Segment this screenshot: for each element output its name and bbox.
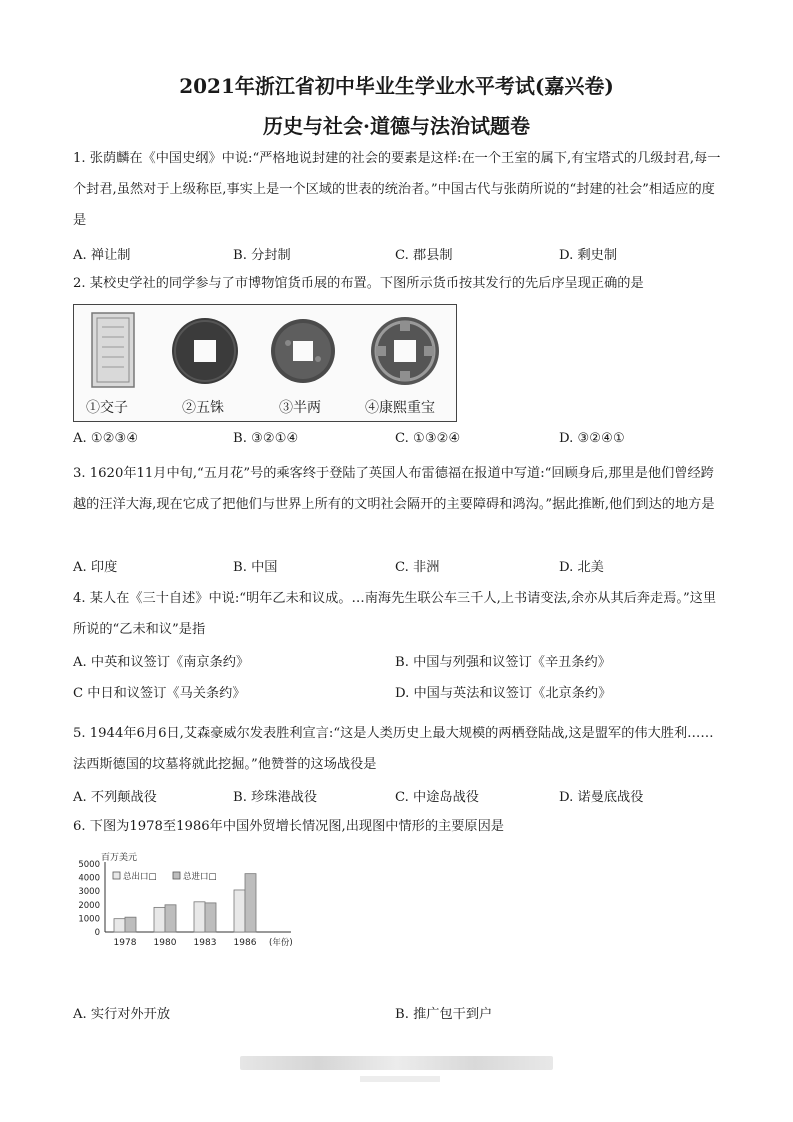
y-tick-label: 4000 [78, 873, 100, 884]
legend-label-1: 总进口□ [183, 872, 217, 882]
question-2: 2. 某校史学社的同学参与了市博物馆货币展的布置。下图所示货币按其发行的先后序呈现正确的是 [73, 276, 644, 291]
option-d[interactable]: D. 剩史制 [559, 248, 618, 263]
exam-subtitle: 历史与社会·道德与法治试题卷 [263, 114, 530, 138]
bar-1980-1 [165, 905, 176, 932]
option-b[interactable]: B. ③②①④ [233, 431, 299, 446]
question-4: 4. 某人在《三十自述》中说:“明年乙未和议成。…南海先生联公车三千人,上书请变法,余亦从其后奔走焉。”这里所说的“乙未和议”是指 [73, 591, 717, 637]
question-3-options [73, 556, 725, 578]
y-tick-label: 0 [94, 928, 100, 938]
x-tick-label: 1980 [153, 938, 177, 948]
bar-1978-0 [114, 919, 125, 932]
blurred-footer [240, 1056, 553, 1070]
legend-swatch-0 [113, 872, 120, 879]
bar-1978-1 [125, 917, 136, 932]
option-a[interactable]: A. 禅让制 [73, 248, 131, 263]
kangxi-coin-image [371, 317, 439, 385]
x-tick-label: 1978 [113, 938, 137, 948]
wuzhu-coin-image [172, 318, 238, 384]
option-c[interactable]: C. ①③②④ [395, 431, 461, 446]
option-c[interactable]: C. 中途岛战役 [395, 790, 479, 805]
option-a[interactable]: A. 实行对外开放 [73, 1007, 171, 1022]
option-a[interactable]: A. 印度 [73, 560, 118, 575]
y-tick-label: 2000 [78, 900, 100, 911]
exam-title: 2021年浙江省初中毕业生学业水平考试(嘉兴卷) [179, 74, 614, 98]
question-1-options [73, 244, 725, 266]
x-tick-label: 1983 [193, 938, 217, 948]
y-tick-label: 5000 [78, 860, 100, 870]
bar-1983-0 [194, 902, 205, 932]
question-4-options-row1 [73, 651, 725, 673]
y-axis-label: 百万美元 [101, 853, 138, 863]
option-b[interactable]: B. 珍珠港战役 [233, 790, 318, 805]
question-3: 3. 1620年11月中旬,“五月花”号的乘客终于登陆了英国人布雷德福在报道中写道:“回顾身后,那里是他们曾经跨越的汪洋大海,现在它成了把他们与世界上所有的文明社会隔开的主要障碍和鸿沟。”据此推断,他们到达的地方是 [73, 466, 715, 512]
option-c[interactable]: C 中日和议签订《马关条约》 [73, 686, 246, 701]
option-d[interactable]: D. 诺曼底战役 [559, 790, 644, 805]
bar-1983-1 [205, 903, 216, 932]
option-b[interactable]: B. 分封制 [233, 248, 291, 263]
option-c[interactable]: C. 非洲 [395, 560, 440, 575]
coin-label-wuzhu: ②五铢 [182, 400, 224, 416]
coin-image [73, 304, 457, 422]
question-5-options [73, 786, 725, 808]
legend-swatch-1 [173, 872, 180, 879]
x-axis-label: (年份) [269, 938, 293, 948]
option-b[interactable]: B. 中国 [233, 560, 278, 575]
y-tick-label: 1000 [78, 914, 100, 925]
option-c[interactable]: C. 郡县制 [395, 248, 453, 263]
trade-chart [73, 852, 313, 962]
option-d[interactable]: D. 北美 [559, 560, 604, 575]
coin-label-banliang: ③半两 [279, 400, 321, 416]
coin-label-kangxi: ④康熙重宝 [365, 400, 435, 416]
bar-1986-0 [234, 890, 245, 932]
bar-1980-0 [154, 907, 165, 932]
question-5: 5. 1944年6月6日,艾森豪威尔发表胜利宣言:“这是人类历史上最大规模的两栖登陆战,这是盟军的伟大胜利……法西斯德国的坟墓将就此挖掘。”他赞誉的这场战役是 [73, 726, 714, 772]
option-d[interactable]: D. ③②④① [559, 431, 625, 446]
question-4-options-row2 [73, 682, 725, 704]
option-b[interactable]: B. 推广包干到户 [395, 1007, 493, 1022]
option-d[interactable]: D. 中国与英法和议签订《北京条约》 [395, 686, 612, 701]
option-b[interactable]: B. 中国与列强和议签订《辛丑条约》 [395, 655, 611, 670]
question-6: 6. 下图为1978至1986年中国外贸增长情况图,出现图中情形的主要原因是 [73, 819, 504, 834]
coin-label-jiaozi: ①交子 [86, 400, 128, 416]
y-tick-label: 3000 [78, 887, 100, 898]
trade-chart-svg [73, 852, 313, 962]
bar-1986-1 [245, 874, 256, 932]
question-1: 1. 张荫麟在《中国史纲》中说:“严格地说封建的社会的要素是这样:在一个王室的属下,有宝塔式的几级封君,每一个封君,虽然对于上级称臣,事实上是一个区域的世表的统治者。”中国古代与张荫所说的“封建的社会”相适应的度是 [73, 151, 721, 228]
question-2-options [73, 431, 725, 453]
option-a[interactable]: A. 中英和议签订《南京条约》 [73, 655, 250, 670]
x-tick-label: 1986 [233, 938, 257, 948]
option-a[interactable]: A. 不列颠战役 [73, 790, 157, 805]
banliang-coin-image [271, 319, 335, 383]
coins-drawing [74, 305, 456, 395]
legend-label-0: 总出口□ [123, 872, 157, 882]
jiaozi-note-image [92, 313, 134, 387]
question-6-options [73, 1003, 725, 1025]
blurred-footer-2 [360, 1076, 440, 1082]
option-a[interactable]: A. ①②③④ [73, 431, 139, 446]
